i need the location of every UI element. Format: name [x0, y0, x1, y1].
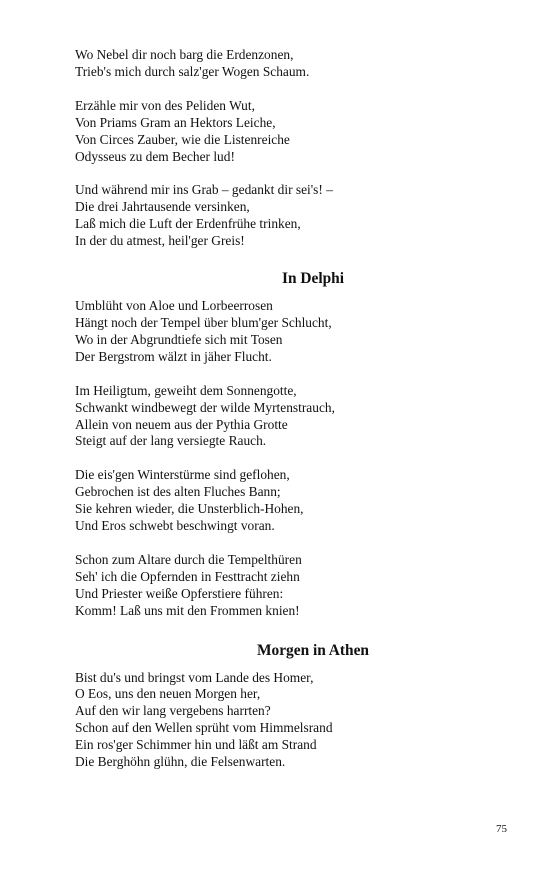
- stanza: [75, 98, 495, 166]
- stanza: [75, 383, 495, 451]
- verse-line: Und Eros schwebt beschwingt voran.: [75, 518, 275, 534]
- poem-title: In Delphi: [281, 270, 344, 288]
- page-number: 75: [496, 823, 507, 835]
- verse-line: Schwankt windbewegt der wilde Myrtenstrauch,: [75, 399, 335, 415]
- stanza: [75, 552, 495, 620]
- verse-line: Allein von neuem aus der Pythia Grotte: [75, 416, 288, 432]
- book-page: [75, 47, 495, 788]
- verse-line: Erzähle mir von des Peliden Wut,: [75, 97, 255, 113]
- verse-line: Hängt noch der Tempel über blum'ger Schlucht,: [75, 314, 332, 330]
- stanza: [75, 47, 495, 81]
- verse-line: Und während mir ins Grab – gedankt dir sei's! –: [75, 182, 333, 198]
- stanza: [75, 467, 495, 535]
- verse-line: In der du atmest, heil'ger Greis!: [75, 233, 245, 249]
- verse-line: Wo in der Abgrundtiefe sich mit Tosen: [75, 331, 283, 347]
- verse-line: Die eis'gen Winterstürme sind geflohen,: [75, 467, 290, 483]
- verse-line: Steigt auf der lang versiegte Rauch.: [75, 433, 267, 449]
- stanza: [75, 670, 495, 771]
- verse-line: Schon auf den Wellen sprüht vom Himmelsrand: [75, 720, 333, 736]
- verse-line: Bist du's und bringst vom Lande des Homer,: [75, 669, 314, 685]
- poem-title: Morgen in Athen: [256, 641, 369, 659]
- verse-line: Laß mich die Luft der Erdenfrühe trinken,: [75, 216, 301, 232]
- verse-line: Schon zum Altare durch die Tempelthüren: [75, 551, 302, 567]
- verse-line: Und Priester weiße Opferstiere führen:: [75, 585, 284, 601]
- verse-line: Der Bergstrom wälzt in jäher Flucht.: [75, 348, 272, 364]
- verse-line: Im Heiligtum, geweiht dem Sonnengotte,: [75, 382, 297, 398]
- verse-line: Gebrochen ist des alten Fluches Bann;: [75, 484, 281, 500]
- poem-morgen-in-athen: [75, 641, 495, 771]
- poem-in-delphi: [75, 269, 495, 620]
- verse-line: Die drei Jahrtausende versinken,: [75, 199, 250, 215]
- verse-line: Sie kehren wieder, die Unsterblich-Hohen,: [75, 501, 304, 517]
- verse-line: Odysseus zu dem Becher lud!: [75, 148, 235, 164]
- verse-line: Die Berghöhn glühn, die Felsenwarten.: [75, 754, 286, 770]
- stanza: [75, 298, 495, 366]
- poem-continuation: [75, 47, 495, 250]
- verse-line: Umblüht von Aloe und Lorbeerrosen: [75, 298, 273, 314]
- verse-line: Seh' ich die Opfernden in Festtracht ziehn: [75, 568, 300, 584]
- verse-line: Von Circes Zauber, wie die Listenreiche: [75, 131, 290, 147]
- verse-line: Trieb's mich durch salz'ger Wogen Schaum.: [75, 63, 310, 79]
- stanza: [75, 182, 495, 250]
- verse-line: Wo Nebel dir noch barg die Erdenzonen,: [75, 47, 294, 62]
- verse-line: O Eos, uns den neuen Morgen her,: [75, 686, 261, 702]
- verse-line: Ein ros'ger Schimmer hin und läßt am Strand: [75, 737, 317, 753]
- verse-line: Auf den wir lang vergebens harrten?: [75, 703, 271, 719]
- verse-line: Komm! Laß uns mit den Frommen knien!: [75, 602, 300, 618]
- verse-line: Von Priams Gram an Hektors Leiche,: [75, 114, 276, 130]
